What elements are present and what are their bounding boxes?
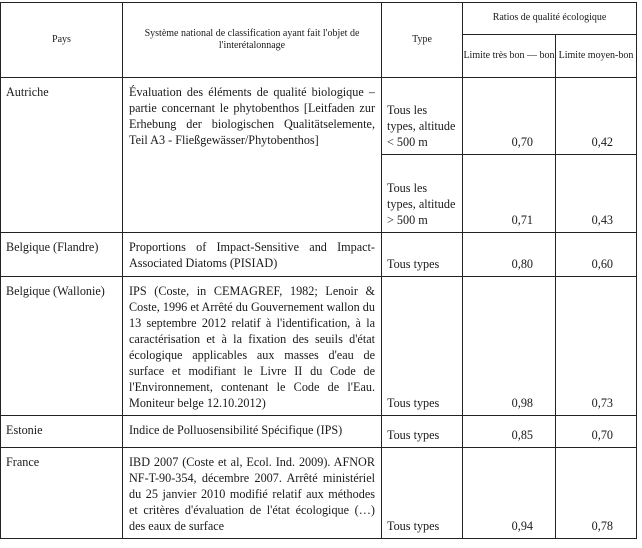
table-row (1, 416, 637, 448)
cell-systeme: IBD 2007 (Coste et al, Ecol. Ind. 2009). AFNOR NF-T-90-354, décembre 2007. Arrêté ministériel du 25 janvier 2010 modifié relatif aux méthodes et critères d'évaluation de l'état écologique (…) des eaux de surface (123, 448, 382, 539)
cell-limite-mb: 0,73 (556, 277, 637, 416)
header-limite-tb-b: Limite très bon — bon (463, 34, 556, 77)
cell-pays: Belgique (Wallonie) (1, 277, 123, 416)
cell-type: Tous les types, altitude > 500 m (382, 155, 463, 233)
cell-limite-tb-b: 0,94 (463, 448, 556, 539)
cell-type: Tous les types, altitude < 500 m (382, 78, 463, 155)
cell-pays: Estonie (1, 416, 123, 448)
cell-limite-mb: 0,78 (556, 448, 637, 539)
cell-systeme: Indice de Polluosensibilité Spécifique (IPS) (123, 416, 382, 448)
cell-systeme: IPS (Coste, in CEMAGREF, 1982; Lenoir & Coste, 1996 et Arrêté du Gouvernement wallon du 13 septembre 2012 relatif à l'identification, à la caractérisation et à la fixation des seuils d'état écologique applicables aux masses d'eau de surface et modifiant le Livre II du Code de l'Environnement, contenant le Code de l'Eau. Moniteur belge 12.10.2012) (123, 277, 382, 416)
cell-systeme: Proportions of Impact-Sensitive and Impact-Associated Diatoms (PISIAD) (123, 233, 382, 277)
cell-limite-tb-b: 0,70 (463, 78, 556, 155)
cell-type: Tous types (382, 416, 463, 448)
cell-type: Tous types (382, 233, 463, 277)
table-row (1, 277, 637, 416)
table-row (1, 448, 637, 539)
table-row (1, 233, 637, 277)
cell-limite-mb: 0,43 (556, 155, 637, 233)
header-limite-mb: Limite moyen-bon (556, 34, 637, 77)
header-systeme: Système national de classification ayant fait l'objet de l'interétalonnage (123, 3, 382, 78)
header-type: Type (382, 3, 463, 78)
cell-pays: Belgique (Flandre) (1, 233, 123, 277)
cell-pays: France (1, 448, 123, 539)
cell-limite-tb-b: 0,98 (463, 277, 556, 416)
header-ratios: Ratios de qualité écologique (463, 3, 637, 35)
cell-limite-tb-b: 0,85 (463, 416, 556, 448)
cell-type: Tous types (382, 277, 463, 416)
cell-limite-mb: 0,60 (556, 233, 637, 277)
cell-limite-mb: 0,70 (556, 416, 637, 448)
cell-type: Tous types (382, 448, 463, 539)
cell-limite-mb: 0,42 (556, 78, 637, 155)
cell-pays: Autriche (1, 78, 123, 233)
classification-table (0, 2, 637, 539)
table-row (1, 78, 637, 155)
cell-limite-tb-b: 0,80 (463, 233, 556, 277)
header-pays: Pays (1, 3, 123, 78)
cell-systeme: Évaluation des éléments de qualité biologique – partie concernant le phytobenthos [Leitfaden zur Erhebung der biologischen Qualitätselemente, Teil A3 - Fließgewässer/Phytobenthos] (123, 78, 382, 233)
cell-limite-tb-b: 0,71 (463, 155, 556, 233)
